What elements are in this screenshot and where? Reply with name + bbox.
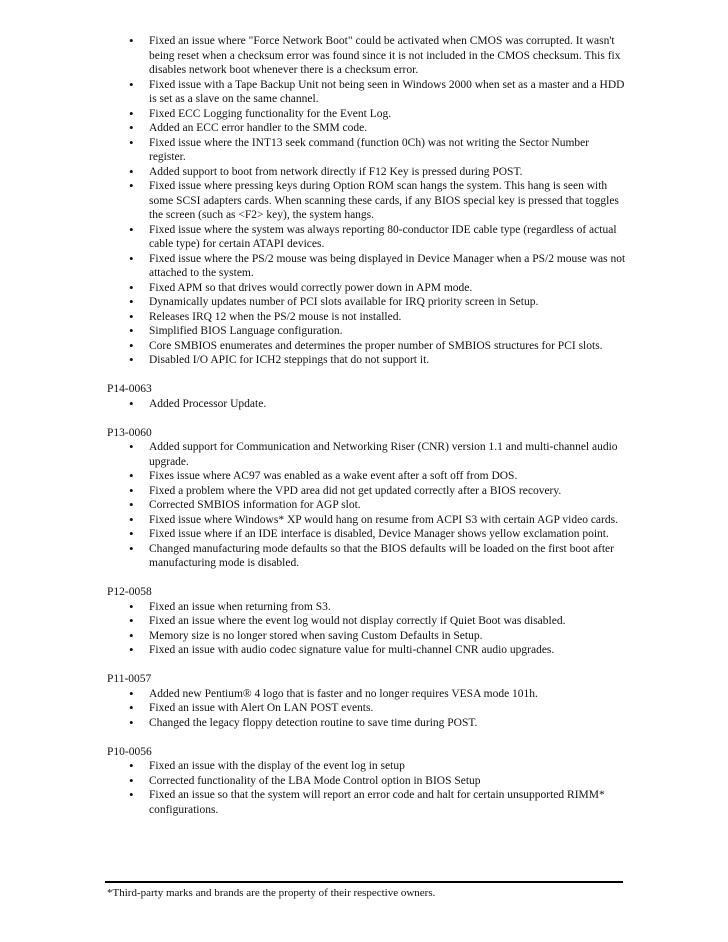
footer-note: *Third-party marks and brands are the property of their respective owners.: [107, 887, 436, 899]
change-item: • Dynamically updates number of PCI slots available for IRQ priority screen in Setup.: [0, 295, 728, 310]
intro-change-list: [0, 34, 728, 368]
change-item: • Fixed an issue with audio codec signature value for multi-channel CNR audio upgrades.: [0, 643, 728, 658]
footer-divider: [105, 881, 623, 883]
version-heading: P13-0060: [107, 426, 152, 439]
change-item: • Core SMBIOS enumerates and determines the proper number of SMBIOS structures for PCI slots.: [0, 339, 728, 354]
change-item: • Fixed an issue when returning from S3.: [0, 600, 728, 615]
release-notes-document: [0, 34, 728, 817]
change-list: [0, 759, 728, 817]
change-item: • Simplified BIOS Language configuration.: [0, 324, 728, 339]
change-item: • Fixed an issue where "Force Network Boot" could be activated when CMOS was corrupted. It wasn't being reset when a checksum error was found since it is not included in the CMOS checksum. This fix disables network boot whenever there is a checksum error.: [0, 34, 728, 78]
change-item: • Fixed an issue so that the system will report an error code and halt for certain unsupported RIMM* configurations.: [0, 788, 728, 817]
change-item: • Fixed issue where the system was always reporting 80-conductor IDE cable type (regardless of actual cable type) for certain ATAPI devices.: [0, 223, 728, 252]
change-item: • Corrected SMBIOS information for AGP slot.: [0, 498, 728, 513]
change-item: • Added support to boot from network directly if F12 Key is pressed during POST.: [0, 165, 728, 180]
version-heading: P11-0057: [107, 673, 152, 685]
change-item: • Fixed issue where if an IDE interface is disabled, Device Manager shows yellow exclamation point.: [0, 527, 728, 542]
version-heading: P10-0056: [107, 745, 152, 758]
change-item: • Memory size is no longer stored when saving Custom Defaults in Setup.: [0, 629, 728, 644]
change-item: • Fixes issue where AC97 was enabled as a wake event after a soft off from DOS.: [0, 469, 728, 484]
change-item: • Corrected functionality of the LBA Mode Control option in BIOS Setup: [0, 774, 728, 789]
change-item: • Added new Pentium® 4 logo that is faster and no longer requires VESA mode 101h.: [0, 687, 728, 702]
change-item: • Changed manufacturing mode defaults so that the BIOS defaults will be loaded on the first boot after manufacturing mode is disabled.: [0, 542, 728, 571]
change-item: • Fixed an issue where the event log would not display correctly if Quiet Boot was disabled.: [0, 614, 728, 629]
change-list: [0, 687, 728, 731]
change-item: • Fixed issue where pressing keys during Option ROM scan hangs the system. This hang is seen with some SCSI adapters cards. When scanning these cards, if any BIOS special key is pressed that toggles the screen (such as <F2> key), the system hangs.: [0, 179, 728, 223]
change-item: • Added an ECC error handler to the SMM code.: [0, 121, 728, 136]
change-item: • Fixed issue where the INT13 seek command (function 0Ch) was not writing the Sector Number register.: [0, 136, 728, 165]
change-item: • Fixed an issue with Alert On LAN POST events.: [0, 701, 728, 716]
change-item: • Fixed issue with a Tape Backup Unit not being seen in Windows 2000 when set as a master and a HDD is set as a slave on the same channel.: [0, 78, 728, 107]
change-item: • Fixed issue where the PS/2 mouse was being displayed in Device Manager when a PS/2 mouse was not attached to the system.: [0, 252, 728, 281]
change-item: • Releases IRQ 12 when the PS/2 mouse is not installed.: [0, 310, 728, 325]
version-heading: P12-0058: [107, 586, 152, 598]
change-list: [0, 397, 728, 412]
change-item: • Changed the legacy floppy detection routine to save time during POST.: [0, 716, 728, 731]
change-item: • Fixed APM so that drives would correctly power down in APM mode.: [0, 281, 728, 296]
change-list: [0, 440, 728, 571]
version-heading: P14-0063: [107, 383, 152, 395]
change-item: • Added Processor Update.: [0, 397, 728, 412]
change-item: • Fixed an issue with the display of the event log in setup: [0, 759, 728, 774]
change-item: • Fixed a problem where the VPD area did not get updated correctly after a BIOS recovery.: [0, 484, 728, 499]
change-item: • Fixed issue where Windows* XP would hang on resume from ACPI S3 with certain AGP video cards.: [0, 513, 728, 528]
change-list: [0, 600, 728, 658]
change-item: • Added support for Communication and Networking Riser (CNR) version 1.1 and multi-channel audio upgrade.: [0, 440, 728, 469]
change-item: • Fixed ECC Logging functionality for the Event Log.: [0, 107, 728, 122]
change-item: • Disabled I/O APIC for ICH2 steppings that do not support it.: [0, 353, 728, 368]
